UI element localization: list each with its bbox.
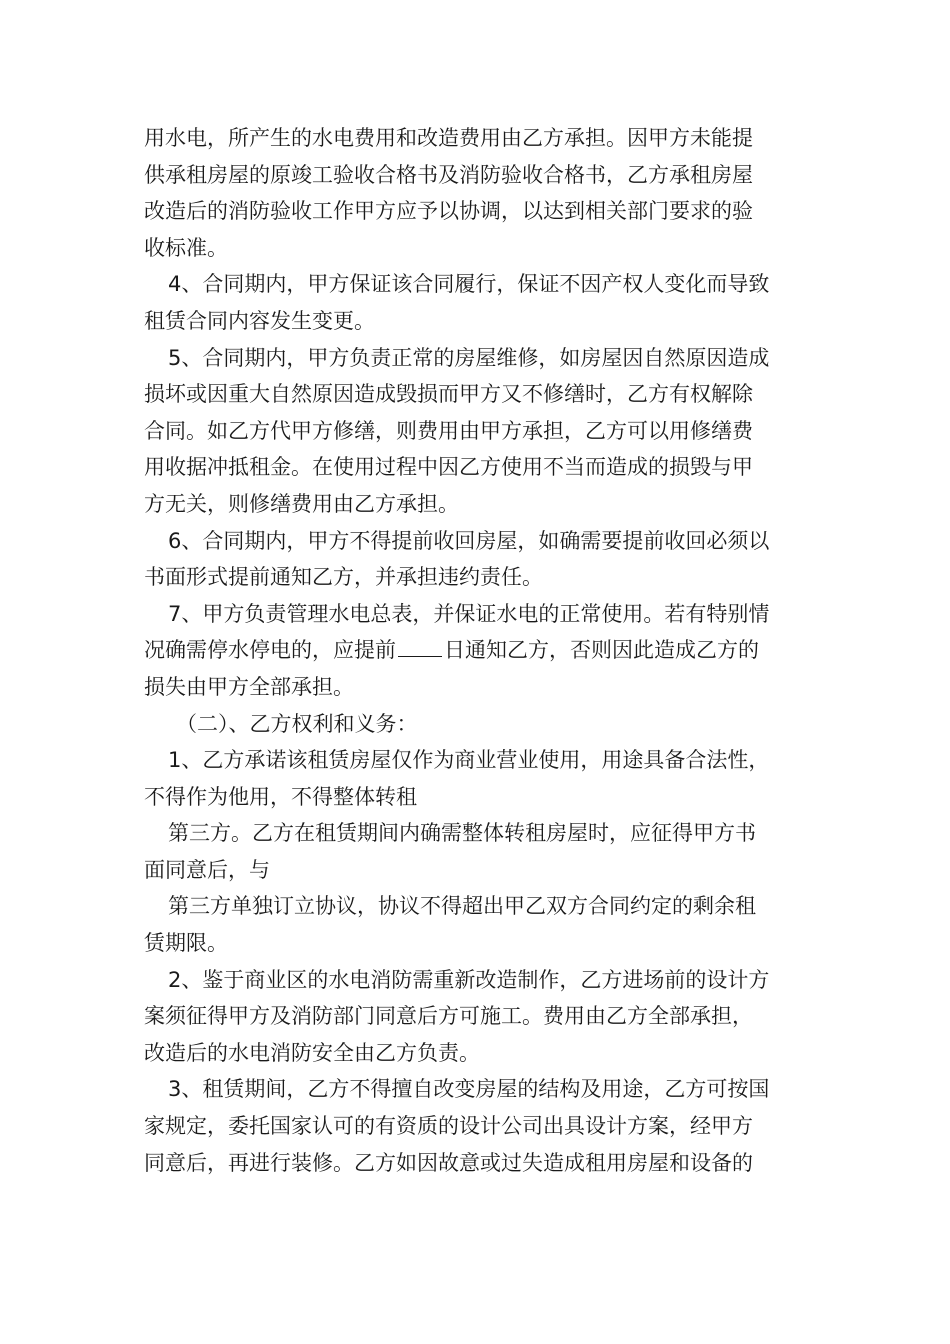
text-line: 合同。如乙方代甲方修缮，则费用由甲方承担，乙方可以用修缮费	[144, 418, 753, 443]
text-line: 案须征得甲方及消防部门同意后方可施工。费用由乙方全部承担，	[144, 1004, 753, 1029]
text-line: 赁期限。	[144, 931, 228, 956]
clause-3-line: 3、租赁期间，乙方不得擅自改变房屋的结构及用途，乙方可按国	[168, 1077, 770, 1102]
text-segment: 况确需停水停电的，应提前	[144, 638, 396, 663]
text-line: 改造后的消防验收工作甲方应予以协调，以达到相关部门要求的验	[144, 199, 753, 224]
clause-7-line: 7、甲方负责管理水电总表，并保证水电的正常使用。若有特别情	[168, 601, 770, 626]
text-line-with-blank	[144, 632, 810, 669]
text-line: 面同意后，与	[144, 857, 270, 882]
text-line: 第三方单独订立协议，协议不得超出甲乙双方合同约定的剩余租	[168, 894, 756, 919]
clause-6-line: 6、合同期内，甲方不得提前收回房屋，如确需要提前收回必须以	[168, 528, 770, 553]
section-heading: （二）、乙方权利和义务：	[176, 711, 418, 736]
text-line: 同意后，再进行装修。乙方如因故意或过失造成租用房屋和设备的	[144, 1150, 753, 1175]
text-line: 改造后的水电消防安全由乙方负责。	[144, 1040, 480, 1065]
text-segment: 日通知乙方，否则因此造成乙方的	[444, 638, 759, 663]
text-line: 书面形式提前通知乙方，并承担违约责任。	[144, 565, 543, 590]
text-line: 租赁合同内容发生变更。	[144, 308, 375, 333]
text-line: 收标准。	[144, 235, 228, 260]
text-line: 供承租房屋的原竣工验收合格书及消防验收合格书，乙方承租房屋	[144, 162, 753, 187]
clause-1-line: 1、乙方承诺该租赁房屋仅作为商业营业使用，用途具备合法性，	[168, 748, 770, 773]
text-line: 用水电，所产生的水电费用和改造费用由乙方承担。因甲方未能提	[144, 126, 753, 150]
text-line: 损坏或因重大自然原因造成毁损而甲方又不修缮时，乙方有权解除	[144, 382, 753, 407]
text-line: 用收据冲抵租金。在使用过程中因乙方使用不当而造成的损毁与甲	[144, 455, 753, 480]
fill-in-blank	[398, 634, 442, 657]
document-page	[144, 120, 810, 1181]
text-line: 方无关，则修缮费用由乙方承担。	[144, 491, 459, 516]
clause-5-line: 5、合同期内，甲方负责正常的房屋维修，如房屋因自然原因造成	[168, 345, 770, 370]
clause-4-line: 4、合同期内，甲方保证该合同履行，保证不因产权人变化而导致	[168, 272, 770, 297]
text-line: 家规定，委托国家认可的有资质的设计公司出具设计方案，经甲方	[144, 1114, 753, 1139]
text-line: 第三方。乙方在租赁期间内确需整体转租房屋时，应征得甲方书	[168, 821, 756, 846]
text-line: 不得作为他用，不得整体转租	[144, 784, 417, 809]
text-line: 损失由甲方全部承担。	[144, 674, 354, 699]
clause-2-line: 2、鉴于商业区的水电消防需重新改造制作，乙方进场前的设计方	[168, 967, 770, 992]
